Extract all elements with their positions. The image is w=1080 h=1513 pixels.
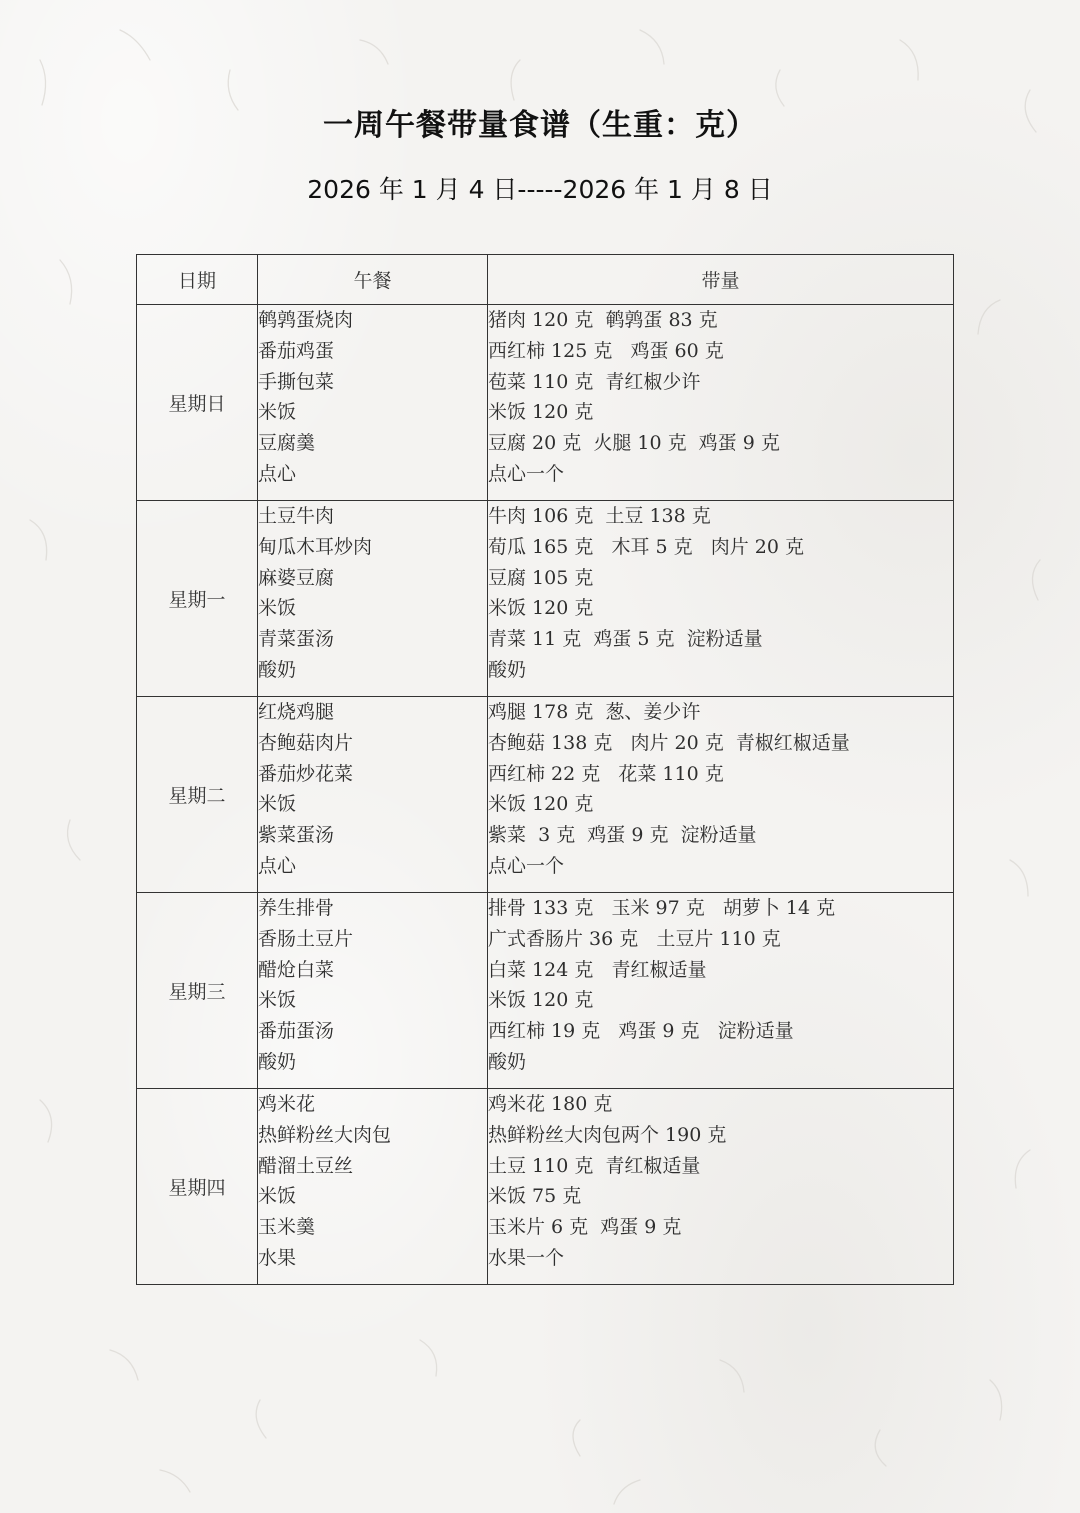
dish-item: 土豆牛肉 — [258, 505, 335, 527]
dish-item: 养生排骨 — [258, 897, 335, 919]
quantity-item: 鸡腿 178 克 葱、姜少许 — [488, 701, 701, 723]
quantity-list — [488, 697, 954, 893]
dish-item: 米饭 — [258, 1185, 297, 1208]
quantity-item: 豆腐 105 克 — [488, 566, 594, 589]
dish-item: 番茄炒花菜 — [258, 762, 354, 785]
quantity-item: 鸡米花 180 克 — [488, 1093, 613, 1115]
dish-list — [258, 697, 488, 893]
quantity-item: 西红柿 22 克 花菜 110 克 — [488, 762, 724, 785]
quantity-item: 米饭 120 克 — [488, 989, 594, 1012]
header-quantity: 带量 — [488, 255, 954, 305]
quantity-item: 西红柿 125 克 鸡蛋 60 克 — [488, 339, 724, 362]
table-row — [137, 501, 954, 697]
dish-list — [258, 501, 488, 697]
dish-item: 水果 — [258, 1246, 297, 1269]
dish-item: 鹌鹑蛋烧肉 — [258, 309, 354, 331]
quantity-item: 米饭 120 克 — [488, 597, 594, 620]
quantity-list — [488, 305, 954, 501]
dish-item: 点心 — [258, 462, 297, 485]
quantity-item: 广式香肠片 36 克 土豆片 110 克 — [488, 927, 781, 950]
quantity-item: 点心一个 — [488, 854, 565, 877]
dish-item: 麻婆豆腐 — [258, 566, 335, 589]
quantity-item: 荀瓜 165 克 木耳 5 克 肉片 20 克 — [488, 535, 805, 558]
quantity-item: 点心一个 — [488, 462, 565, 485]
day-label: 星期一 — [137, 501, 258, 697]
quantity-item: 排骨 133 克 玉米 97 克 胡萝卜 14 克 — [488, 897, 836, 919]
dish-item: 番茄蛋汤 — [258, 1020, 335, 1043]
table-row — [137, 305, 954, 501]
date-range: 2026 年 1 月 4 日-----2026 年 1 月 8 日 — [307, 175, 773, 204]
header-row — [137, 255, 954, 305]
dish-item: 玉米羹 — [258, 1216, 316, 1239]
dish-list — [258, 893, 488, 1089]
quantity-item: 米饭 120 克 — [488, 401, 594, 424]
dish-item: 酸奶 — [258, 1050, 297, 1073]
dish-item: 豆腐羹 — [258, 432, 316, 455]
quantity-item: 白菜 124 克 青红椒适量 — [488, 958, 707, 981]
header-lunch: 午餐 — [258, 255, 488, 305]
dish-item: 米饭 — [258, 401, 297, 424]
dish-item: 米饭 — [258, 597, 297, 620]
dish-item: 番茄鸡蛋 — [258, 339, 335, 362]
day-label: 星期四 — [137, 1089, 258, 1285]
quantity-item: 猪肉 120 克 鹌鹑蛋 83 克 — [488, 309, 718, 331]
dish-item: 热鲜粉丝大肉包 — [258, 1123, 392, 1146]
dish-item: 鸡米花 — [258, 1093, 316, 1115]
menu-table — [136, 254, 954, 1285]
dish-list — [258, 1089, 488, 1285]
dish-item: 香肠土豆片 — [258, 927, 354, 950]
dish-item: 酸奶 — [258, 658, 297, 681]
dish-item: 青菜蛋汤 — [258, 628, 335, 651]
dish-item: 醋炝白菜 — [258, 958, 335, 981]
day-label: 星期二 — [137, 697, 258, 893]
quantity-list — [488, 1089, 954, 1285]
quantity-item: 豆腐 20 克 火腿 10 克 鸡蛋 9 克 — [488, 432, 780, 455]
table-row — [137, 1089, 954, 1285]
dish-item: 紫菜蛋汤 — [258, 824, 335, 847]
quantity-item: 青菜 11 克 鸡蛋 5 克 淀粉适量 — [488, 628, 763, 651]
quantity-item: 玉米片 6 克 鸡蛋 9 克 — [488, 1216, 682, 1239]
dish-list — [258, 305, 488, 501]
dish-item: 红烧鸡腿 — [258, 701, 335, 723]
quantity-item: 苞菜 110 克 青红椒少许 — [488, 370, 701, 393]
quantity-item: 酸奶 — [488, 658, 527, 681]
dish-item: 手撕包菜 — [258, 370, 335, 393]
quantity-item: 西红柿 19 克 鸡蛋 9 克 淀粉适量 — [488, 1020, 794, 1043]
dish-item: 米饭 — [258, 793, 297, 816]
day-label: 星期三 — [137, 893, 258, 1089]
page-title: 一周午餐带量食谱（生重：克） — [323, 108, 757, 143]
quantity-list — [488, 501, 954, 697]
dish-item: 米饭 — [258, 989, 297, 1012]
quantity-item: 紫菜 3 克 鸡蛋 9 克 淀粉适量 — [488, 824, 757, 847]
dish-item: 杏鲍菇肉片 — [258, 731, 354, 754]
table-row — [137, 893, 954, 1089]
quantity-item: 米饭 75 克 — [488, 1185, 582, 1208]
quantity-item: 牛肉 106 克 土豆 138 克 — [488, 505, 711, 527]
quantity-list — [488, 893, 954, 1089]
quantity-item: 酸奶 — [488, 1050, 527, 1073]
quantity-item: 杏鲍菇 138 克 肉片 20 克 青椒红椒适量 — [488, 731, 850, 754]
dish-item: 点心 — [258, 854, 297, 877]
quantity-item: 米饭 120 克 — [488, 793, 594, 816]
dish-item: 甸瓜木耳炒肉 — [258, 535, 373, 558]
quantity-item: 热鲜粉丝大肉包两个 190 克 — [488, 1123, 727, 1146]
quantity-item: 水果一个 — [488, 1246, 565, 1269]
header-date: 日期 — [137, 255, 258, 305]
quantity-item: 土豆 110 克 青红椒适量 — [488, 1154, 701, 1177]
day-label: 星期日 — [137, 305, 258, 501]
table-row — [137, 697, 954, 893]
dish-item: 醋溜土豆丝 — [258, 1154, 354, 1177]
